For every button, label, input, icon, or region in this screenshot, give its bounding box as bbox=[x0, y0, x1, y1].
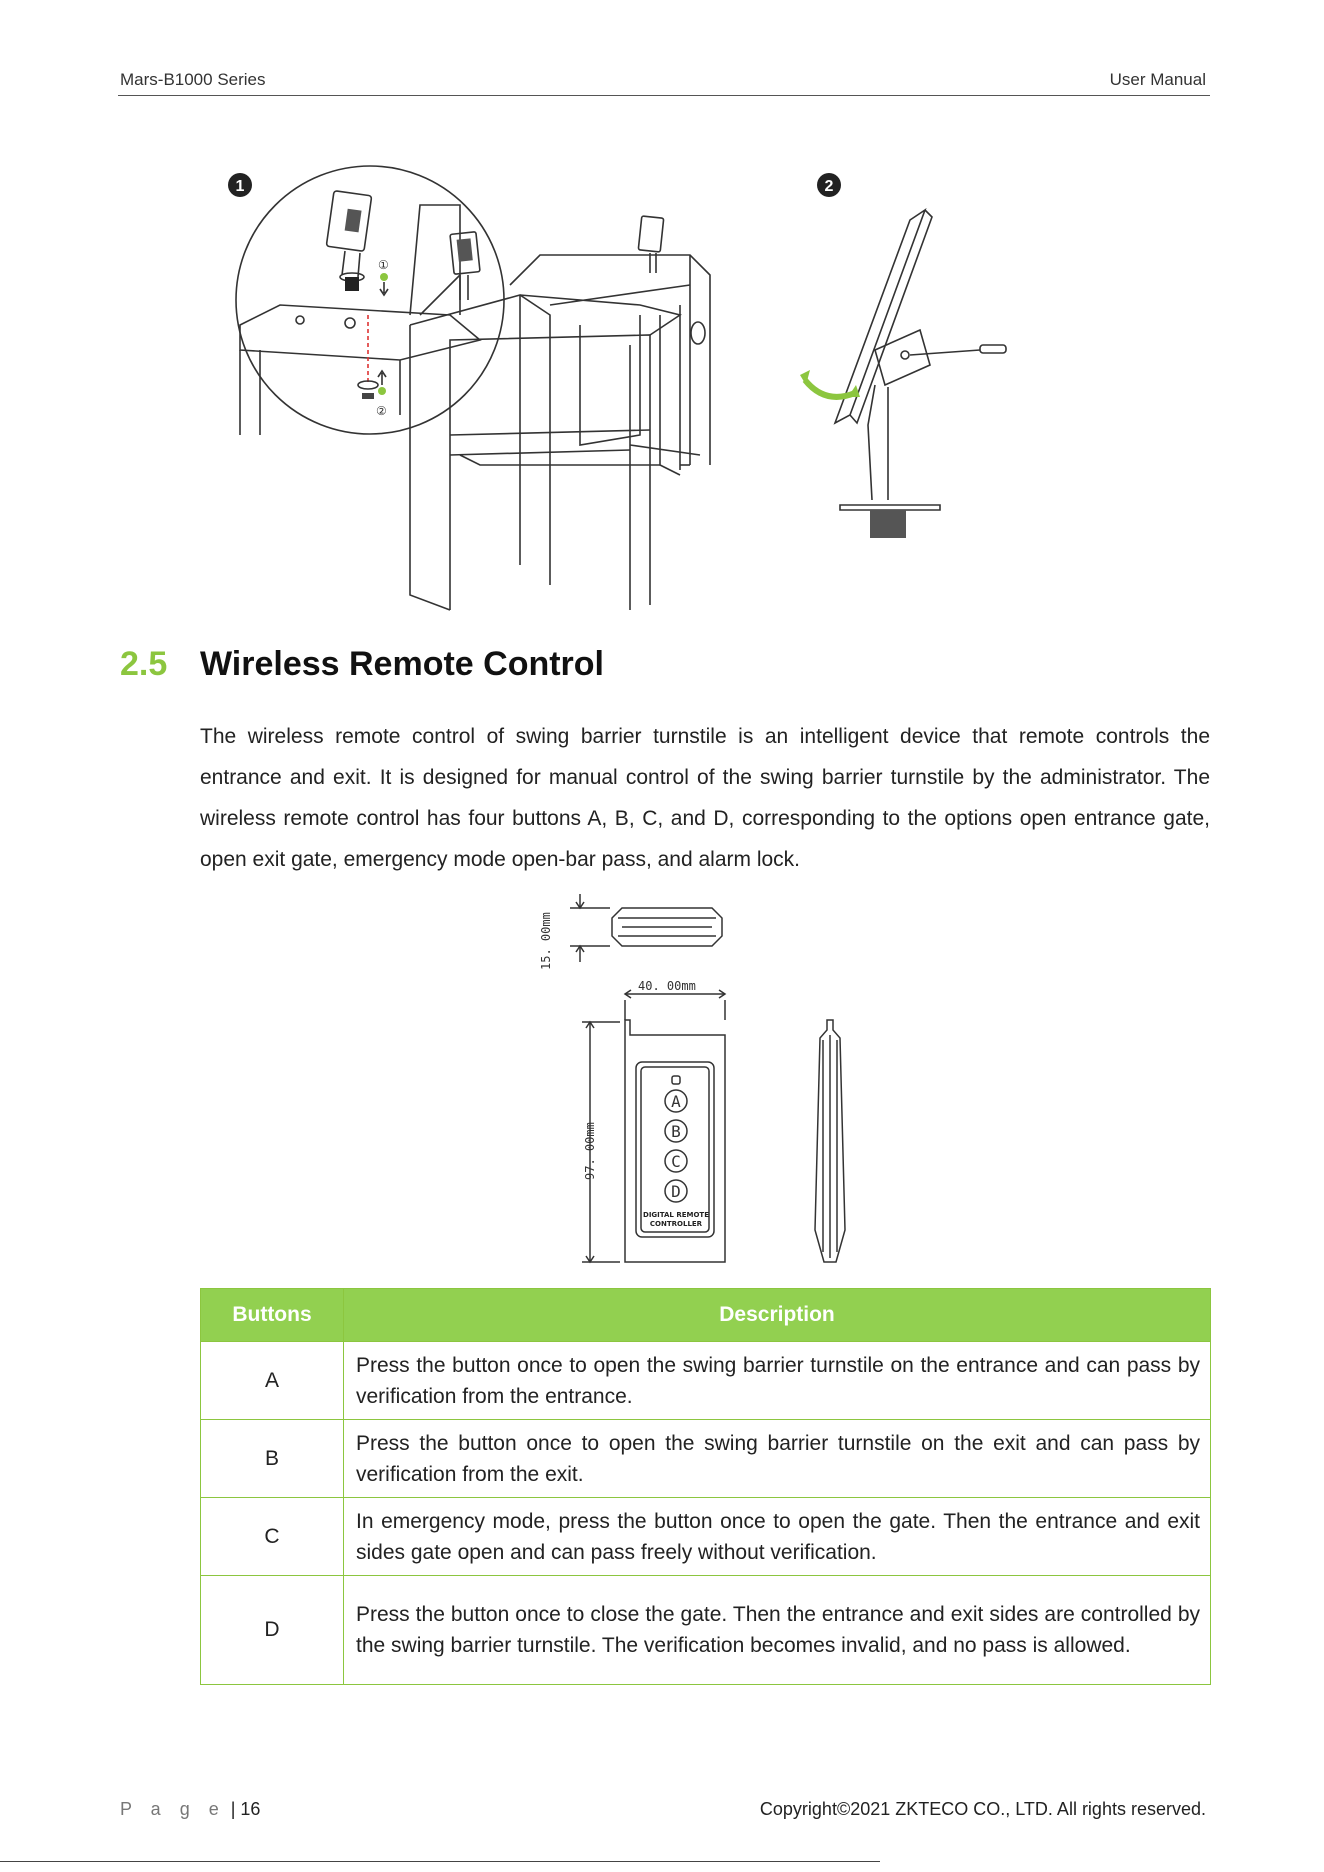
remote-key-a bbox=[665, 1090, 687, 1112]
col-header-description: Description bbox=[344, 1289, 1211, 1342]
buttons-table bbox=[200, 1288, 1211, 1685]
table-row bbox=[201, 1498, 1211, 1576]
dim-height-label: 97. 00mm bbox=[583, 1122, 597, 1180]
remote-label-line1: DIGITAL REMOTE bbox=[643, 1211, 709, 1219]
button-cell: C bbox=[201, 1498, 344, 1576]
remote-key-c bbox=[665, 1150, 687, 1172]
intro-paragraph: The wireless remote control of swing barrier turnstile is an intelligent device that remote controls the entrance and exit. It is designed for manual control of the swing barrier turnstile by the administrator. The wireless remote control has four buttons A, B, C, and D, corresponding to the options open entrance gate, open exit gate, emergency mode open-bar pass, and alarm lock. bbox=[200, 725, 1210, 871]
substep2-label: ② bbox=[376, 404, 387, 418]
copyright: Copyright©2021 ZKTECO CO., LTD. All rights reserved. bbox=[759, 1799, 1206, 1819]
page-footer-number bbox=[120, 1799, 260, 1820]
section-title: Wireless Remote Control bbox=[200, 645, 604, 683]
remote-key-c-letter: C bbox=[671, 1152, 681, 1171]
bottom-divider bbox=[0, 1861, 880, 1862]
header-manual: User Manual bbox=[1109, 70, 1206, 89]
remote-key-d bbox=[665, 1180, 687, 1202]
dim-thickness-label: 15. 00mm bbox=[539, 912, 553, 970]
step2-number: 2 bbox=[824, 178, 834, 195]
step2-badge bbox=[817, 173, 841, 197]
description-cell: Press the button once to close the gate. Then the entrance and exit sides are controlled by the swing barrier turnstile. The verification becomes invalid, and no pass is allowed. bbox=[344, 1576, 1211, 1685]
substep1-label: ① bbox=[378, 258, 389, 272]
description-cell: In emergency mode, press the button once to open the gate. Then the entrance and exit sides gate open and can pass freely without verification. bbox=[344, 1498, 1211, 1576]
description-cell: Press the button once to open the swing barrier turnstile on the entrance and can pass by verification from the entrance. bbox=[344, 1342, 1211, 1420]
table-row bbox=[201, 1576, 1211, 1685]
page-label: P a g e bbox=[120, 1799, 226, 1819]
button-cell: D bbox=[201, 1576, 344, 1685]
description-cell: Press the button once to open the swing barrier turnstile on the exit and can pass by verification from the exit. bbox=[344, 1420, 1211, 1498]
table-row bbox=[201, 1420, 1211, 1498]
col-header-buttons: Buttons bbox=[201, 1289, 344, 1342]
step1-badge bbox=[228, 173, 252, 197]
table-row bbox=[201, 1342, 1211, 1420]
remote-key-a-letter: A bbox=[671, 1092, 681, 1111]
button-cell: B bbox=[201, 1420, 344, 1498]
remote-label-line2: CONTROLLER bbox=[649, 1220, 703, 1228]
dim-width-label: 40. 00mm bbox=[638, 979, 696, 993]
header-series: Mars-B1000 Series bbox=[120, 70, 266, 89]
installation-figure bbox=[220, 165, 1200, 615]
section-number: 2.5 bbox=[120, 645, 168, 683]
remote-key-b bbox=[665, 1120, 687, 1142]
step1-number: 1 bbox=[235, 178, 245, 195]
remote-key-b-letter: B bbox=[671, 1122, 681, 1141]
button-cell: A bbox=[201, 1342, 344, 1420]
remote-dimension-figure bbox=[520, 890, 920, 1280]
page-number: | 16 bbox=[230, 1799, 261, 1819]
remote-key-d-letter: D bbox=[671, 1182, 681, 1201]
header-divider bbox=[118, 95, 1210, 96]
